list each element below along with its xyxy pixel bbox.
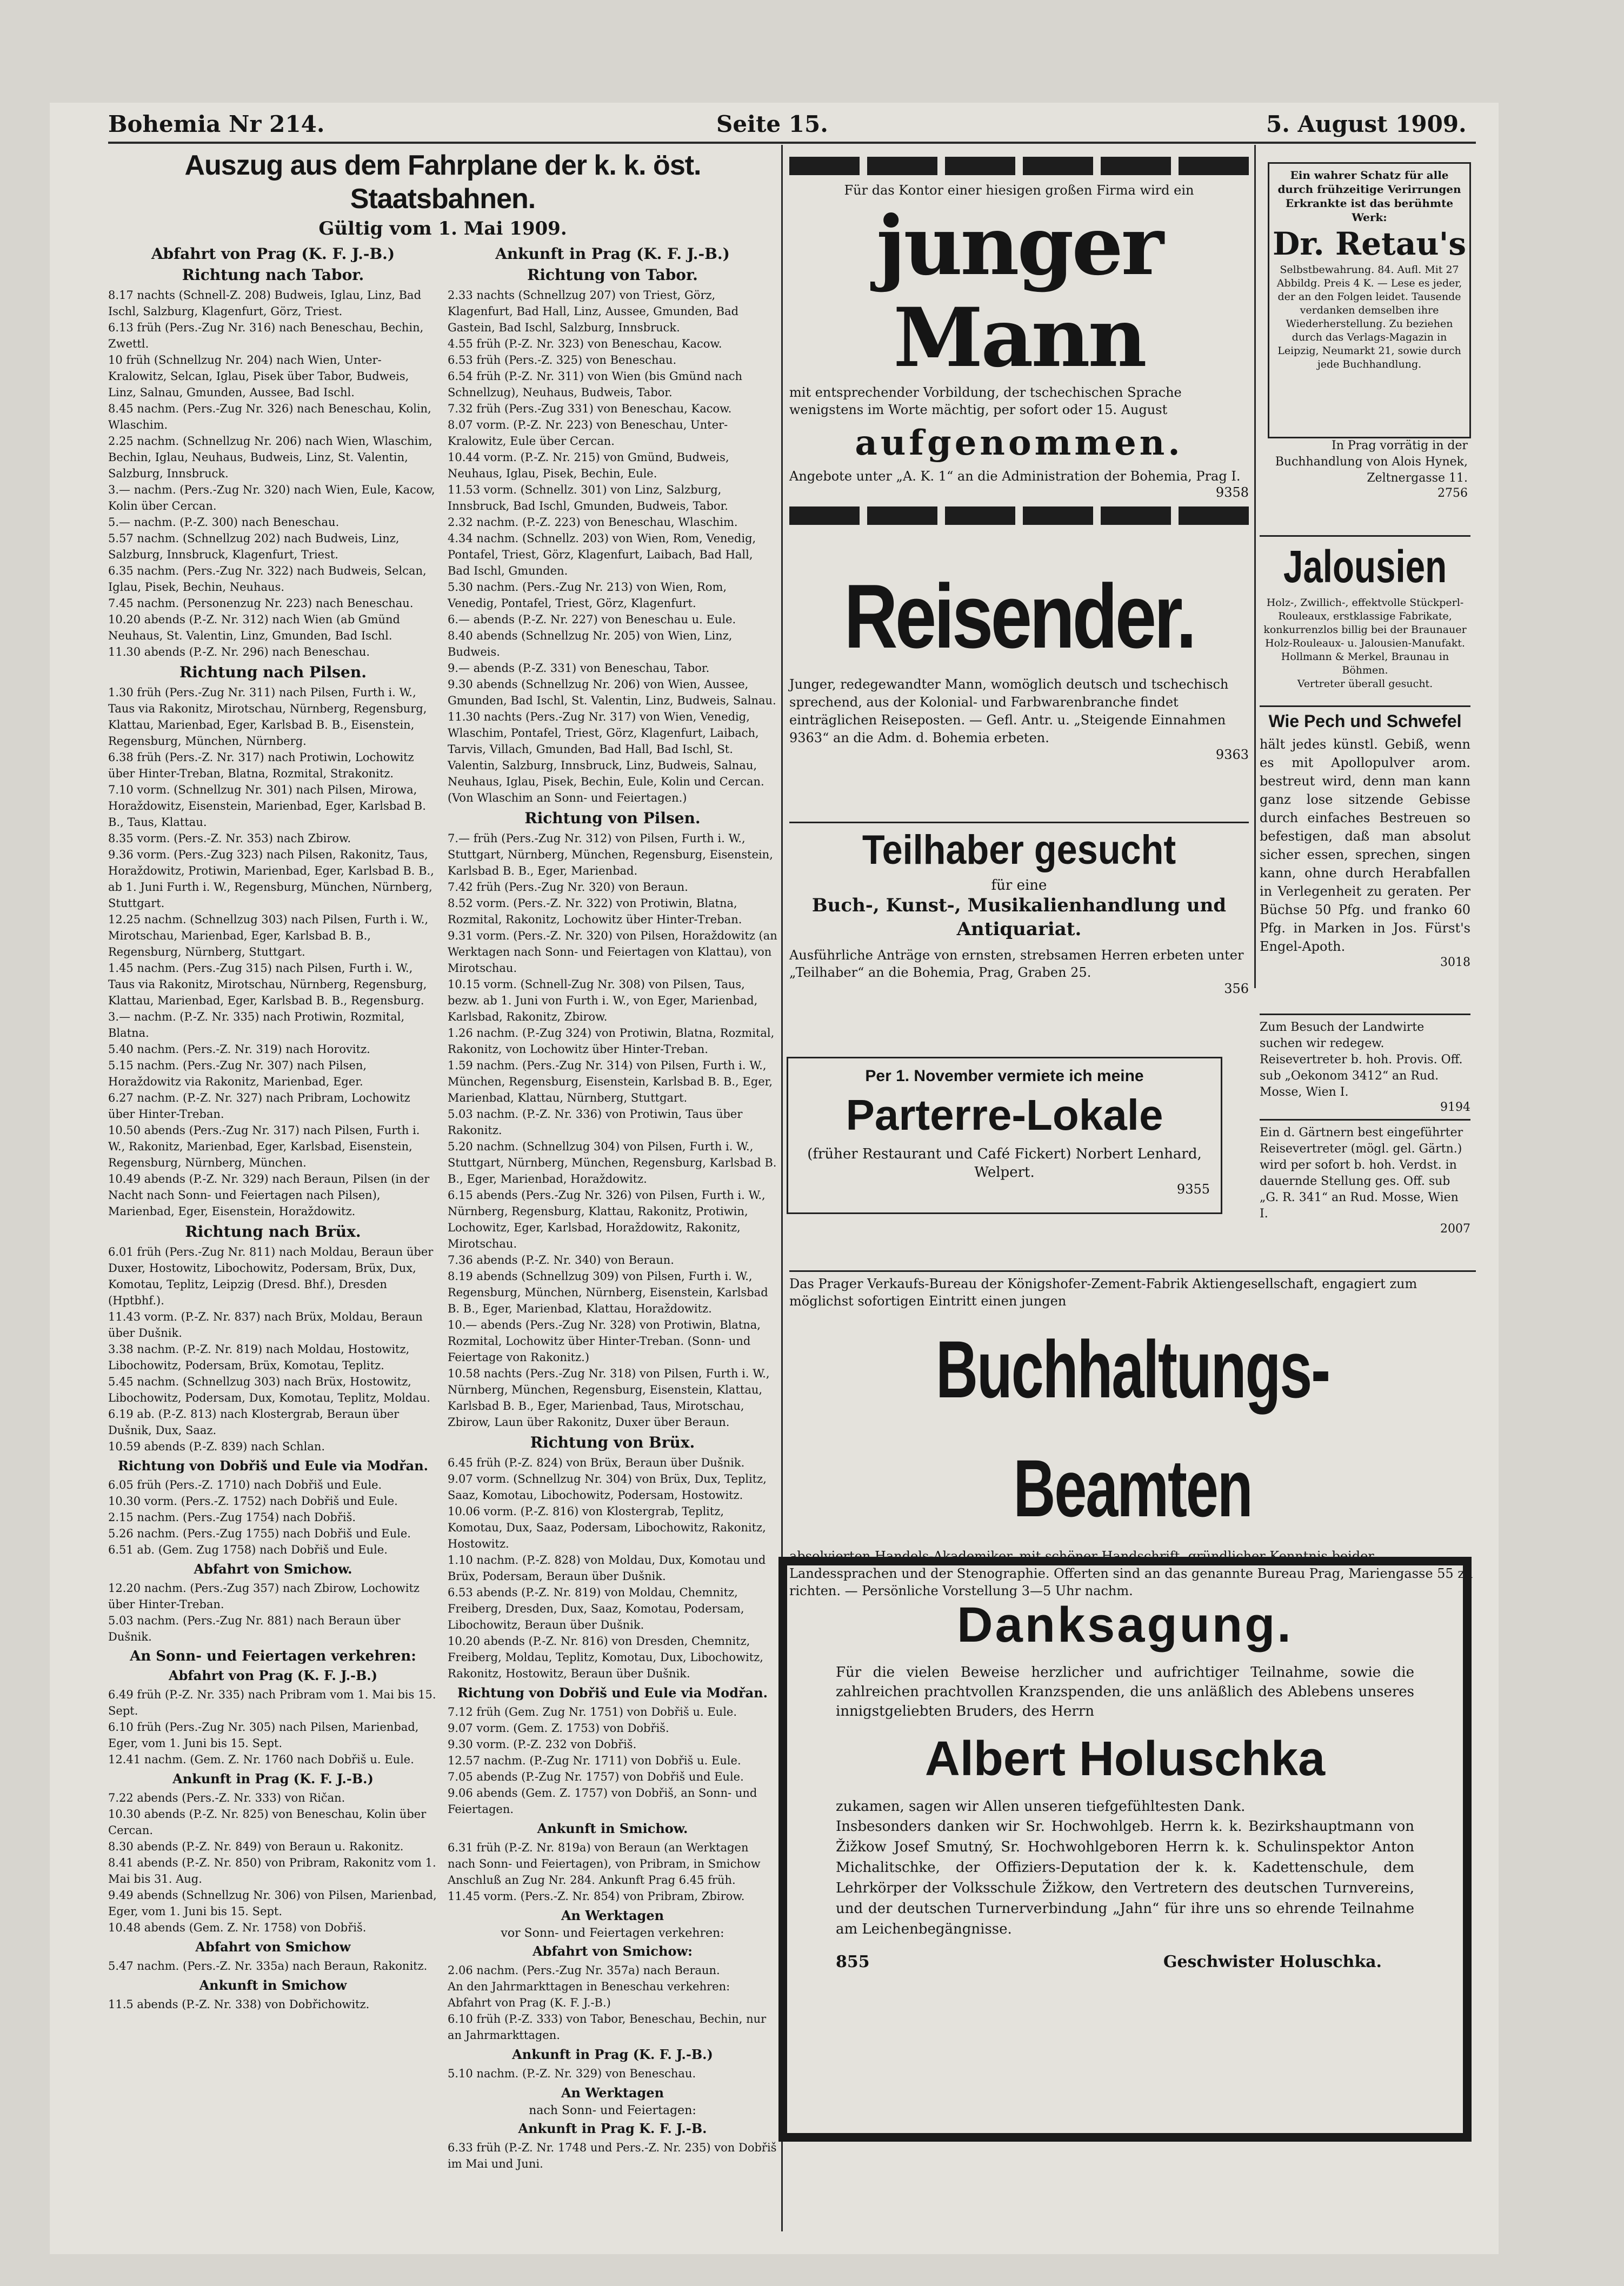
timetable-entry: 8.30 abends (P.-Z. Nr. 849) von Beraun u. Rakonitz. bbox=[108, 1840, 404, 1853]
ad-junger-intro: Für das Kontor einer hiesigen großen Firma wird ein bbox=[844, 183, 1194, 198]
timetable-entry: 12.57 nachm. (P.-Zug Nr. 1711) von Dobřiš u. Eule. bbox=[448, 1754, 741, 1767]
timetable-entry: 9.49 abends (Schnellzug Nr. 306) von Pilsen, Marienbad, Eger, vom 1. Juni bis 15. Sept. bbox=[108, 1889, 437, 1918]
tabor-left-list bbox=[108, 287, 438, 660]
ad-junger-contact: Angebote unter „A. K. 1“ an die Administration der Bohemia, Prag I. bbox=[789, 469, 1241, 484]
pilsen-left-head: Richtung nach Pilsen. bbox=[179, 663, 367, 681]
timetable-entry: 6.27 nachm. (P.-Z. Nr. 327) nach Pribram, Lochowitz über Hinter-Treban. bbox=[108, 1091, 410, 1121]
ad-buchhaltung-intro: Das Prager Verkaufs-Bureau der Königshofer-Zement-Fabrik Aktiengesellschaft, engagiert zum möglichst sofortigen Eintritt einen jungen bbox=[789, 1276, 1417, 1309]
header-page-number: Seite 15. bbox=[716, 111, 828, 137]
brux-right-list bbox=[448, 1455, 777, 1682]
timetable-entry: 3.— nachm. (Pers.-Zug Nr. 320) nach Wien, Eule, Kacow, Kolin über Cercan. bbox=[108, 483, 435, 512]
timetable-entry: 5.20 nachm. (Schnellzug 304) von Pilsen, Furth i. W., Stuttgart, Nürnberg, München, Regensburg, Karlsbad B. B., Eger, Marienbad, Horaždowitz. bbox=[448, 1140, 777, 1185]
timetable-valid: Gültig vom 1. Mai 1909. bbox=[318, 218, 567, 239]
ad-danksagung-footer bbox=[787, 1940, 1463, 1971]
timetable-entry: 5.47 nachm. (Pers.-Z. Nr. 335a) nach Beraun, Rakonitz. bbox=[108, 1960, 428, 1972]
ad-retau-text: Selbstbewahrung. 84. Aufl. Mit 27 Abbildg. Preis 4 K. — Lese es jeder, der an den Folgen leidet. Tausende verdanken demselben ihre Wiederherstellung. Zu beziehen durch das Verlags-Magazin in Leipzig, Neumarkt 21, sowie durch jede Buchhandlung. bbox=[1276, 264, 1462, 370]
timetable-entry: 2.32 nachm. (P.-Z. 223) von Beneschau, Wlaschim. bbox=[448, 516, 738, 529]
timetable-entry: 5.10 nachm. (P.-Z. Nr. 329) von Beneschau. bbox=[448, 2067, 696, 2080]
ad-pech-code: 3018 bbox=[1440, 956, 1470, 969]
column-divider bbox=[1254, 145, 1256, 988]
ad-teilhaber-sub1: für eine bbox=[991, 877, 1047, 894]
dobris-left-head: Richtung von Dobřiš und Eule via Modřan. bbox=[117, 1458, 429, 1474]
timetable-entry: 8.40 abends (Schnellzug Nr. 205) von Wien, Linz, Budweis. bbox=[448, 629, 733, 658]
ad-gaertner-code: 2007 bbox=[1440, 1222, 1470, 1236]
timetable-entry: 10.49 abends (P.-Z. Nr. 329) nach Beraun, Pilsen (in der Nacht nach Sonn- und Feiertagen nach Pilsen), Marienbad, Eger, Eisenstein, Horaždowitz. bbox=[108, 1172, 430, 1218]
timetable-entry: 9.07 vorm. (Schnellzug Nr. 304) von Brüx, Dux, Teplitz, Saaz, Komotau, Libochowitz, Podersam, Hostowitz. bbox=[448, 1472, 767, 1502]
timetable-entry: 6.05 früh (Pers.-Z. 1710) nach Dobřiš und Eule. bbox=[108, 1478, 382, 1491]
timetable-entry: 7.45 nachm. (Personenzug Nr. 223) nach Beneschau. bbox=[108, 597, 414, 610]
timetable-entry: 10.20 abends (P.-Z. Nr. 816) von Dresden, Chemnitz, Freiberg, Moldau, Teplitz, Komotau, Dux, Libochowitz, Rakonitz, Hostowitz, Beraun über Dušnik. bbox=[448, 1635, 763, 1680]
timetable-entry: 12.25 nachm. (Schnellzug 303) nach Pilsen, Furth i. W., Mirotschau, Marienbad, Eger, Karlsbad B. B., Regensburg, Nürnberg, Stuttgart. bbox=[108, 913, 429, 958]
timetable-entry: 9.30 vorm. (P.-Z. 232 von Dobřiš. bbox=[448, 1738, 637, 1751]
timetable-entry: 10.50 abends (Pers.-Zug Nr. 317) nach Pilsen, Furth i. W., Rakonitz, Marienbad, Eger, Karlsbad, Eisenstein, Regensburg, Nürnberg, München. bbox=[108, 1124, 420, 1169]
dobris-right-list bbox=[448, 1704, 777, 1817]
holiday-title: An Sonn- und Feiertagen verkehren: bbox=[130, 1648, 416, 1664]
timetable-entry: 5.03 nachm. (Pers.-Zug Nr. 881) nach Beraun über Dušnik. bbox=[108, 1614, 401, 1643]
timetable-entry: 2.06 nachm. (Pers.-Zug Nr. 357a) nach Beraun. bbox=[448, 1964, 720, 1977]
holiday-left-head: Abfahrt von Prag (K. F. J.-B.) bbox=[168, 1668, 377, 1683]
work-head: Abfahrt von Smichow: bbox=[532, 1943, 693, 1959]
timetable-title: Auszug aus dem Fahrplane der k. k. öst. Staatsbahnen. bbox=[184, 150, 701, 215]
work-list bbox=[448, 1962, 777, 2043]
ad-junger-mann bbox=[789, 157, 1249, 546]
ad-pech bbox=[1260, 705, 1470, 1012]
timetable-entry: 10.20 abends (P.-Z. Nr. 312) nach Wien (ab Gmünd Neuhaus, St. Valentin, Linz, Gmunden, Bad Ischl. bbox=[108, 613, 401, 642]
work2-list bbox=[448, 2140, 777, 2172]
timetable-entry: 6.33 früh (P.-Z. Nr. 1748 und Pers.-Z. Nr. 235) von Dobřiš im Mai und Juni. bbox=[448, 2141, 777, 2170]
header-date: 5. August 1909. bbox=[1266, 111, 1467, 137]
smichow-right-head: Ankunft in Smichow. bbox=[537, 1821, 688, 1836]
ad-danksagung-p3: Insbesonders danken wir Sr. Hochwohlgeb. Herrn k. k. Bezirkshauptmann von Žižkow Josef Smutný, Sr. Hochwohlgeboren Herrn k. k. Schulinspektor Anton Michalitschke, der Offiziers-Deputation der k. k. Kadettenschule, dem Lehrkörper der Volksschule Žižkow, den Vertretern des deutschen Turnvereins, und der deutschen Turnerverbindung „Jahn“ für ihre uns so ehrende Teilnahme am Leichenbegängnisse. bbox=[836, 1818, 1414, 1937]
timetable-entry: 11.53 vorm. (Schnellz. 301) von Linz, Salzburg, Innsbruck, Bad Ischl, Gmunden, Budweis, Tabor. bbox=[448, 483, 728, 512]
timetable-entry: 7.05 abends (P.-Zug Nr. 1757) von Dobřiš und Eule. bbox=[448, 1770, 744, 1783]
timetable-entry: 6.49 früh (P.-Z. Nr. 335) nach Pribram vom 1. Mai bis 15. Sept. bbox=[108, 1688, 436, 1717]
timetable-entry: 8.45 nachm. (Pers.-Zug Nr. 326) nach Beneschau, Kolin, Wlaschim. bbox=[108, 402, 431, 431]
ad-junger-action: aufgenommen. bbox=[855, 423, 1183, 463]
ad-reisender-headline: Reisender. bbox=[844, 565, 1194, 667]
timetable-entry: 10.48 abends (Gem. Z. Nr. 1758) von Dobřiš. bbox=[108, 1921, 367, 1934]
ad-bar bbox=[789, 157, 1249, 175]
ad-parterre-line2: (früher Restaurant und Café Fickert) Norbert Lenhard, Welpert. bbox=[807, 1146, 1202, 1181]
timetable-entry: 7.10 vorm. (Schnellzug Nr. 301) nach Pilsen, Mirowa, Horaždowitz, Eisenstein, Marienbad, Eger, Karlsbad B. B., Taus, Klattau. bbox=[108, 783, 426, 829]
brux-right-head: Richtung von Brüx. bbox=[530, 1434, 695, 1451]
timetable-entry: 8.17 nachts (Schnell-Z. 208) Budweis, Iglau, Linz, Bad Ischl, Salzburg, Klagenfurt, Görz, Triest. bbox=[108, 289, 422, 318]
work-title: An Werktagen bbox=[561, 1908, 664, 1923]
holiday-smichow-head: Abfahrt von Smichow bbox=[195, 1939, 351, 1955]
ad-jalousien-title: Jalousien bbox=[1283, 541, 1447, 592]
holiday-left-list bbox=[108, 1687, 438, 1768]
timetable-entry: 6.51 ab. (Gem. Zug 1758) nach Dobřiš und Eule. bbox=[108, 1543, 388, 1556]
timetable-entry: 10.06 vorm. (P.-Z. 816) von Klostergrab, Teplitz, Komotau, Dux, Saaz, Podersam, Libochowitz, Rakonitz, Hostowitz. bbox=[448, 1505, 766, 1550]
timetable-entry: 10.30 vorm. (Pers.-Z. 1752) nach Dobřiš und Eule. bbox=[108, 1495, 398, 1508]
timetable-entry: 10.58 nachts (Pers.-Zug Nr. 318) von Pilsen, Furth i. W., Nürnberg, München, Regensburg, Eisenstein, Klattau, Karlsbad B. B., Eger, Marienbad, Taus, Mirotschau, Zbirow, Laun über Rakonitz, Duxer über Beraun. bbox=[448, 1367, 770, 1429]
timetable-entry: 6.13 früh (Pers.-Zug Nr. 316) nach Beneschau, Bechin, Zwettl. bbox=[108, 321, 424, 350]
ad-landwirte-text: Zum Besuch der Landwirte suchen wir redegew. Reisevertreter b. hoh. Provis. Off. sub „Oekonom 3412“ an Rud. Mosse, Wien I. bbox=[1260, 1021, 1463, 1099]
work2-title: An Werktagen bbox=[561, 2085, 664, 2101]
ad-buchhaltung bbox=[789, 1270, 1476, 1598]
ad-gaertner bbox=[1260, 1119, 1470, 1269]
ad-parterre-line1: Per 1. November vermiete ich meine bbox=[865, 1067, 1144, 1085]
timetable-entry: 12.20 nachm. (Pers.-Zug 357) nach Zbirow, Lochowitz über Hinter-Treban. bbox=[108, 1582, 420, 1611]
work2-head: Ankunft in Prag K. F. J.-B. bbox=[518, 2121, 707, 2136]
timetable-entry: 1.26 nachm. (P.-Zug 324) von Protiwin, Blatna, Rozmital, Rakonitz, von Lochowitz über Hinter-Treban. bbox=[448, 1027, 775, 1056]
left-head: Abfahrt von Prag (K. F. J.-B.) bbox=[151, 245, 395, 263]
timetable-left-column bbox=[108, 242, 438, 2172]
ad-danksagung-title: Danksagung. bbox=[957, 1597, 1293, 1652]
timetable-entry: 11.45 vorm. (Pers.-Z. Nr. 854) von Pribram, Zbirow. bbox=[448, 1890, 745, 1903]
ad-teilhaber-sub2: Buch-, Kunst-, Musikalienhandlung und Antiquariat. bbox=[811, 895, 1227, 940]
timetable-entry: 6.45 früh (P.-Z. 824) von Brüx, Beraun über Dušnik. bbox=[448, 1456, 745, 1469]
timetable-entry: 3.38 nachm. (P.-Z. Nr. 819) nach Moldau, Hostowitz, Libochowitz, Podersam, Brüx, Komotau, Teplitz. bbox=[108, 1343, 410, 1372]
ad-pech-text: hält jedes künstl. Gebiß, wenn es mit Apollopulver arom. bestreut wird, denn man kann ganz lose sitzende Gebisse durch einfaches Bestreuen so befestigen, daß man absolut sicher essen, sprechen, singen kann, ohne durch Herabfallen in Verlegenheit zu geraten. Per Büchse 50 Pfg. und franko 60 Pfg. in Marken in Jos. Fürst's Engel-Apoth. bbox=[1260, 737, 1470, 954]
ad-teilhaber bbox=[789, 822, 1249, 1029]
timetable-entry: 3.— nachm. (P.-Z. Nr. 335) nach Protiwin, Rozmital, Blatna. bbox=[108, 1010, 405, 1039]
timetable-entry: 7.22 abends (Pers.-Z. Nr. 333) von Ričan. bbox=[108, 1791, 345, 1804]
timetable-entry: 6.10 früh (P.-Z. 333) von Tabor, Beneschau, Bechin, nur an Jahrmarkttagen. bbox=[448, 2012, 767, 2042]
ad-parterre-code: 9355 bbox=[1176, 1182, 1210, 1197]
timetable-entry: 8.07 vorm. (P.-Z. Nr. 223) von Beneschau, Unter-Kralowitz, Eule über Cercan. bbox=[448, 418, 728, 448]
holiday-arrival-head: Ankunft in Prag (K. F. J.-B.) bbox=[172, 1771, 374, 1787]
ad-reisender-body: Junger, redegewandter Mann, womöglich deutsch und tschechisch sprechend, aus der Kolonial- und Farbwarenbranche findet einträglichen Reiseposten. — Gefl. Antr. u. „Steigende Einnahmen 9363“ an die Adm. d. Bohemia erbeten. bbox=[789, 677, 1229, 745]
brux-left-head: Richtung nach Brüx. bbox=[185, 1223, 361, 1241]
timetable-entry: 7.36 abends (P.-Z. Nr. 340) von Beraun. bbox=[448, 1254, 674, 1267]
brux-left-list bbox=[108, 1244, 438, 1455]
work-arr-list bbox=[448, 2065, 777, 2082]
ad-retau-below-text: In Prag vorrätig in der Buchhandlung von Alois Hynek, Zeltnergasse 11. bbox=[1275, 439, 1468, 485]
timetable-entry: An den Jahrmarkttagen in Beneschau verkehren: bbox=[448, 1980, 730, 1993]
timetable-entry: 5.— nachm. (P.-Z. 300) nach Beneschau. bbox=[108, 516, 340, 529]
tabor-right-head: Richtung von Tabor. bbox=[527, 266, 698, 284]
ad-junger-code: 9358 bbox=[1215, 485, 1249, 500]
timetable-entry: 9.31 vorm. (Pers.-Z. Nr. 320) von Pilsen, Horaždowitz (an Werktagen nach Sonn- und Feiertagen von Klattau), von Mirotschau. bbox=[448, 929, 777, 975]
timetable-entry: 5.15 nachm. (Pers.-Zug Nr. 307) nach Pilsen, Horaždowitz via Rakonitz, Marienbad, Eger. bbox=[108, 1059, 367, 1088]
timetable-entry: 5.30 nachm. (Pers.-Zug Nr. 213) von Wien, Rom, Venedig, Pontafel, Triest, Görz, Klagenfurt. bbox=[448, 581, 727, 610]
timetable-entry: 10.44 vorm. (P.-Z. Nr. 215) von Gmünd, Budweis, Neuhaus, Iglau, Pisek, Bechin, Eule. bbox=[448, 451, 729, 480]
timetable-entry: 7.42 früh (Pers.-Zug Nr. 320) von Beraun. bbox=[448, 881, 688, 894]
pilsen-left-list bbox=[108, 684, 438, 1219]
timetable-entry: 8.52 vorm. (Pers.-Z. Nr. 322) von Protiwin, Blatna, Rozmital, Rakonitz, Lochowitz über Hinter-Treban. bbox=[448, 897, 742, 926]
timetable-entry: 6.53 abends (P.-Z. Nr. 819) von Moldau, Chemnitz, Freiberg, Dresden, Dux, Saaz, Komotau, Podersam, Libochowitz, Beraun über Dušnik. bbox=[448, 1586, 744, 1631]
ad-buchhaltung-headline: Buchhaltungs-Beamten bbox=[936, 1324, 1329, 1534]
timetable-entry: 6.38 früh (Pers.-Z. Nr. 317) nach Protiwin, Lochowitz über Hinter-Treban, Blatna, Rozmital, Strakonitz. bbox=[108, 751, 414, 780]
timetable-entry: 10.15 vorm. (Schnell-Zug Nr. 308) von Pilsen, Taus, bezw. ab 1. Juni von Furth i. W., von Eger, Marienbad, Karlsbad, Rakonitz, Zbirow. bbox=[448, 978, 758, 1023]
timetable-entry: 6.19 ab. (P.-Z. 813) nach Klostergrab, Beraun über Dušnik, Dux, Saaz. bbox=[108, 1408, 400, 1437]
timetable-entry: 10.— abends (Pers.-Zug Nr. 328) von Protiwin, Blatna, Rozmital, Lochowitz über Hinter-Treban. (Sonn- und Feiertage von Rakonitz.) bbox=[448, 1318, 761, 1364]
tabor-left-head: Richtung nach Tabor. bbox=[182, 266, 364, 284]
timetable-entry: 4.34 nachm. (Schnellz. 203) von Wien, Rom, Venedig, Pontafel, Triest, Görz, Klagenfurt, Laibach, Bad Hall, Bad Ischl, Gmunden. bbox=[448, 532, 756, 577]
timetable-entry: Abfahrt von Prag (K. F. J.-B.) bbox=[448, 1996, 611, 2009]
holiday-arrival-list bbox=[108, 1790, 438, 1936]
timetable-entry: 6.15 abends (Pers.-Zug Nr. 326) von Pilsen, Furth i. W., Nürnberg, Regensburg, Klattau, Rakonitz, Protiwin, Lochowitz, Eger, Karlsbad, Horaždowitz, Rakonitz, Mirotschau. bbox=[448, 1189, 766, 1250]
timetable-entry: 10.59 abends (P.-Z. 839) nach Schlan. bbox=[108, 1440, 325, 1453]
timetable-entry: 1.45 nachm. (Pers.-Zug 315) nach Pilsen, Furth i. W., Taus via Rakonitz, Mirotschau, Nürnberg, Regensburg, Klattau, Marienbad, Eger, Karlsbad B. B., Regensburg. bbox=[108, 962, 427, 1007]
ad-retau bbox=[1268, 162, 1471, 438]
ad-junger-body: mit entsprechender Vorbildung, der tschechischen Sprache wenigstens im Worte mächtig, per sofort oder 15. August bbox=[789, 385, 1182, 417]
work-arr-head: Ankunft in Prag (K. F. J.-B.) bbox=[512, 2047, 713, 2062]
timetable-entry: 1.59 nachm. (Pers.-Zug Nr. 314) von Pilsen, Furth i. W., München, Regensburg, Eisenstein, Karlsbad B. B., Eger, Marienbad, Klattau, Nürnberg, Stuttgart. bbox=[448, 1059, 773, 1104]
timetable-entry: 11.5 abends (P.-Z. Nr. 338) von Dobřichowitz. bbox=[108, 1998, 370, 2011]
timetable-entry: 6.54 früh (P.-Z. Nr. 311) von Wien (bis Gmünd nach Schnellzug), Neuhaus, Budweis, Tabor. bbox=[448, 370, 743, 399]
timetable-entry: 9.30 abends (Schnellzug Nr. 206) von Wien, Aussee, Gmunden, Bad Ischl, St. Valentin, Linz, Budweis, Salnau. bbox=[448, 678, 776, 707]
ad-teilhaber-body: Ausführliche Anträge von ernsten, strebsamen Herren erbeten unter „Teilhaber“ an die Bohemia, Prag, Graben 25. bbox=[789, 948, 1244, 980]
ad-teilhaber-headline: Teilhaber gesucht bbox=[862, 827, 1176, 873]
timetable-entry: 9.06 abends (Gem. Z. 1757) von Dobřiš, an Sonn- und Feiertagen. bbox=[448, 1787, 757, 1816]
ad-danksagung-p2: zukamen, sagen wir Allen unseren tiefgefühltesten Dank. bbox=[836, 1798, 1246, 1815]
ad-junger-headline: junger Mann bbox=[876, 198, 1162, 385]
timetable-entry: 7.32 früh (Pers.-Zug 331) von Beneschau, Kacow. bbox=[448, 402, 732, 415]
ad-pech-title: Wie Pech und Schwefel bbox=[1268, 711, 1462, 731]
ad-landwirte bbox=[1260, 1014, 1470, 1118]
pilsen-right-list bbox=[448, 830, 777, 1430]
work2-sub: nach Sonn- und Feiertagen: bbox=[529, 2104, 696, 2117]
ad-retau-lead: Ein wahrer Schatz für alle durch frühzeitige Verirrungen Erkrankte ist das berühmte Werk: bbox=[1277, 169, 1461, 224]
ad-danksagung bbox=[778, 1557, 1472, 2142]
ad-danksagung-signature: Geschwister Holuschka. bbox=[1163, 1952, 1382, 1971]
right-head: Ankunft in Prag (K. F. J.-B.) bbox=[495, 245, 730, 263]
timetable-entry: 1.30 früh (Pers.-Zug Nr. 311) nach Pilsen, Furth i. W., Taus via Rakonitz, Mirotschau, Nürnberg, Regensburg, Klattau, Marienbad, Eger, Karlsbad B. B., Eisenstein, Regensburg, München, Nürnberg. bbox=[108, 686, 427, 748]
smichow-left-head: Abfahrt von Smichow. bbox=[194, 1561, 352, 1577]
ad-danksagung-code: 855 bbox=[836, 1952, 870, 1971]
timetable-entry: 2.33 nachts (Schnellzug 207) von Triest, Görz, Klagenfurt, Bad Hall, Linz, Aussee, Gmunden, Bad Gastein, Bad Ischl, Salzburg, Innsbruck. bbox=[448, 289, 739, 334]
header-paper-number: Bohemia Nr 214. bbox=[108, 111, 325, 137]
timetable-entry: 7.— früh (Pers.-Zug Nr. 312) von Pilsen, Furth i. W., Stuttgart, Nürnberg, München, Regensburg, Eisenstein, Karlsbad B. B., Eger, Marienbad. bbox=[448, 832, 773, 877]
timetable-entry: 6.01 früh (Pers.-Zug Nr. 811) nach Moldau, Beraun über Duxer, Hostowitz, Libochowitz, Podersam, Brüx, Dux, Komotau, Teplitz, Leipzig (Dresd. Bhf.), Dresden (Hptbhf.). bbox=[108, 1245, 434, 1307]
holiday-smichow-arr-head: Ankunft in Smichow bbox=[199, 1977, 347, 1993]
ad-danksagung-name: Albert Holuschka bbox=[924, 1732, 1326, 1786]
timetable-entry: 7.12 früh (Gem. Zug Nr. 1751) von Dobřiš u. Eule. bbox=[448, 1705, 737, 1718]
timetable-entry: 5.03 nachm. (P.-Z. Nr. 336) von Protiwin, Taus über Rakonitz. bbox=[448, 1108, 743, 1137]
timetable-entry: 9.07 vorm. (Gem. Z. 1753) von Dobřiš. bbox=[448, 1722, 669, 1735]
timetable-entry: 4.55 früh (P.-Z. Nr. 323) von Beneschau, Kacow. bbox=[448, 337, 722, 350]
ad-retau-below bbox=[1268, 438, 1468, 535]
timetable-entry: 5.57 nachm. (Schnellzug 202) nach Budweis, Linz, Salzburg, Innsbruck, Klagenfurt, Triest. bbox=[108, 532, 400, 561]
timetable-entry: 8.35 vorm. (Pers.-Z. Nr. 353) nach Zbirow. bbox=[108, 832, 351, 845]
timetable-entry: 9.36 vorm. (Pers.-Zug 323) nach Pilsen, Rakonitz, Taus, Horaždowitz, Protiwin, Marienbad, Eger, Karlsbad B. B., ab 1. Juni Furth i. W., Regensburg, München, Nürnberg, Stuttgart. bbox=[108, 848, 434, 910]
timetable-right-column bbox=[448, 242, 777, 2172]
timetable-entry: 11.43 vorm. (P.-Z. Nr. 837) nach Brüx, Moldau, Beraun über Dušnik. bbox=[108, 1310, 423, 1339]
timetable-entry: 12.41 nachm. (Gem. Z. Nr. 1760 nach Dobřiš u. Eule. bbox=[108, 1753, 414, 1766]
ad-teilhaber-code: 356 bbox=[1224, 981, 1249, 996]
work-sub: vor Sonn- und Feiertagen verkehren: bbox=[501, 1927, 724, 1940]
ad-jalousien bbox=[1260, 535, 1470, 704]
ad-danksagung-p1: Für die vielen Beweise herzlicher und aufrichtiger Teilnahme, sowie die zahlreichen prachtvollen Kranzspenden, die uns anläßlich des Ablebens unseres innigstgeliebten Bruders, des Herrn bbox=[836, 1664, 1414, 1720]
ad-buchhaltung-body: absolvierten Handels-Akademiker, mit schöner Handschrift, gründlicher Kenntnis beider Landessprachen und der Stenographie. Offerten sind an das genannte Bureau Prag, Mariengasse 55 zu richten. — Persönliche Vorstellung 3—5 Uhr nachm. bbox=[789, 1549, 1473, 1598]
timetable-entry: 10 früh (Schnellzug Nr. 204) nach Wien, Unter-Kralowitz, Selcan, Iglau, Pisek über Tabor, Budweis, Linz, Salnau, Gmunden, Aussee, Bad Ischl. bbox=[108, 354, 409, 399]
smichow-left-list bbox=[108, 1580, 438, 1645]
ad-retau-code: 2756 bbox=[1437, 486, 1468, 500]
header-rule bbox=[108, 142, 1476, 144]
timetable-entry: 6.53 früh (Pers.-Z. 325) von Beneschau. bbox=[448, 354, 677, 366]
smichow-right-list bbox=[448, 1840, 777, 1904]
ad-reisender-code: 9363 bbox=[1215, 747, 1249, 762]
timetable bbox=[108, 149, 777, 2235]
ad-gaertner-text: Ein d. Gärtnern best eingeführter Reisevertreter (mögl. gel. Gärtn.) wird per sofort b. hoh. Verdst. in dauernde Stellung ges. Off. sub „G. R. 341“ an Rud. Mosse, Wien I. bbox=[1260, 1126, 1463, 1221]
timetable-entry: 11.30 nachts (Pers.-Zug Nr. 317) von Wien, Venedig, Wlaschim, Pontafel, Triest, Görz, Klagenfurt, Laibach, Tarvis, Villach, Gmunden, Bad Hall, Bad Ischl, St. Valentin, Salzburg, Innsbruck, Linz, Budweis, Salnau, Neuhaus, Iglau, Pisek, Bechin, Eule, Kolin und Cercan. (Von Wlaschim an Sonn- und Feiertagen.) bbox=[448, 710, 764, 804]
timetable-entry: 5.26 nachm. (Pers.-Zug 1755) nach Dobřiš und Eule. bbox=[108, 1527, 411, 1540]
timetable-entry: 1.10 nachm. (P.-Z. 828) von Moldau, Dux, Komotau und Brüx, Podersam, Beraun über Dušnik. bbox=[448, 1554, 766, 1583]
ad-bar bbox=[789, 506, 1249, 525]
ad-parterre bbox=[787, 1057, 1222, 1214]
holiday-smichow-arr-list bbox=[108, 1996, 438, 2012]
timetable-entry: 6.31 früh (P.-Z. Nr. 819a) von Beraun (an Werktagen nach Sonn- und Feiertagen), von Pribram, in Smichow Anschluß an Zug Nr. 284. Ankunft Prag 6.45 früh. bbox=[448, 1841, 761, 1887]
timetable-entry: 5.45 nachm. (Schnellzug 303) nach Brüx, Hostowitz, Libochowitz, Podersam, Dux, Komotau, Teplitz, Moldau. bbox=[108, 1375, 430, 1404]
ad-jalousien-note: Vertreter überall gesucht. bbox=[1297, 678, 1433, 690]
ad-jalousien-text: Holz-, Zwillich-, effektvolle Stückperl-Rouleaux, erstklassige Fabrikate, konkurrenzlos billig bei der Braunauer Holz-Rouleaux- u. Jalousien-Manufakt. Hollmann & Merkel, Braunau in Böhmen. bbox=[1263, 597, 1467, 676]
timetable-entry: 6.35 nachm. (Pers.-Zug Nr. 322) nach Budweis, Selcan, Iglau, Pisek, Bechin, Neuhaus. bbox=[108, 564, 427, 594]
timetable-entry: 10.30 abends (P.-Z. Nr. 825) von Beneschau, Kolin über Cercan. bbox=[108, 1808, 427, 1837]
timetable-entry: 6.— abends (P.-Z. Nr. 227) von Beneschau u. Eule. bbox=[448, 613, 736, 626]
dobris-left-list bbox=[108, 1477, 438, 1558]
timetable-entry: 6.10 früh (Pers.-Zug Nr. 305) nach Pilsen, Marienbad, Eger, vom 1. Juni bis 15. Sept. bbox=[108, 1721, 419, 1750]
timetable-entry: 8.41 abends (P.-Z. Nr. 850) von Pribram, Rakonitz vom 1. Mai bis 31. Aug. bbox=[108, 1856, 436, 1885]
pilsen-right-head: Richtung von Pilsen. bbox=[524, 809, 701, 827]
ad-parterre-headline: Parterre-Lokale bbox=[846, 1091, 1163, 1139]
timetable-entry: 2.25 nachm. (Schnellzug Nr. 206) nach Wien, Wlaschim, Bechin, Iglau, Neuhaus, Budweis, Linz, St. Valentin, Salzburg, Innsbruck. bbox=[108, 435, 432, 480]
timetable-entry: 2.15 nachm. (Pers.-Zug 1754) nach Dobřiš. bbox=[108, 1511, 356, 1524]
ad-retau-title: Dr. Retau's bbox=[1273, 225, 1466, 262]
ad-landwirte-code: 9194 bbox=[1440, 1101, 1470, 1114]
timetable-entry: 8.19 abends (Schnellzug 309) von Pilsen, Furth i. W., Regensburg, München, Nürnberg, Eisenstein, Karlsbad B. B., Eger, Marienbad, Klattau, Horaždowitz. bbox=[448, 1270, 768, 1315]
timetable-entry: 5.40 nachm. (Pers.-Z. Nr. 319) nach Horovitz. bbox=[108, 1043, 370, 1056]
holiday-smichow-list bbox=[108, 1958, 438, 1974]
tabor-right-list bbox=[448, 287, 777, 806]
dobris-right-head: Richtung von Dobřiš und Eule via Modřan. bbox=[457, 1685, 768, 1701]
timetable-entry: 11.30 abends (P.-Z. Nr. 296) nach Beneschau. bbox=[108, 645, 370, 658]
ad-reisender bbox=[789, 557, 1249, 811]
timetable-entry: 9.— abends (P.-Z. 331) von Beneschau, Tabor. bbox=[448, 662, 710, 675]
